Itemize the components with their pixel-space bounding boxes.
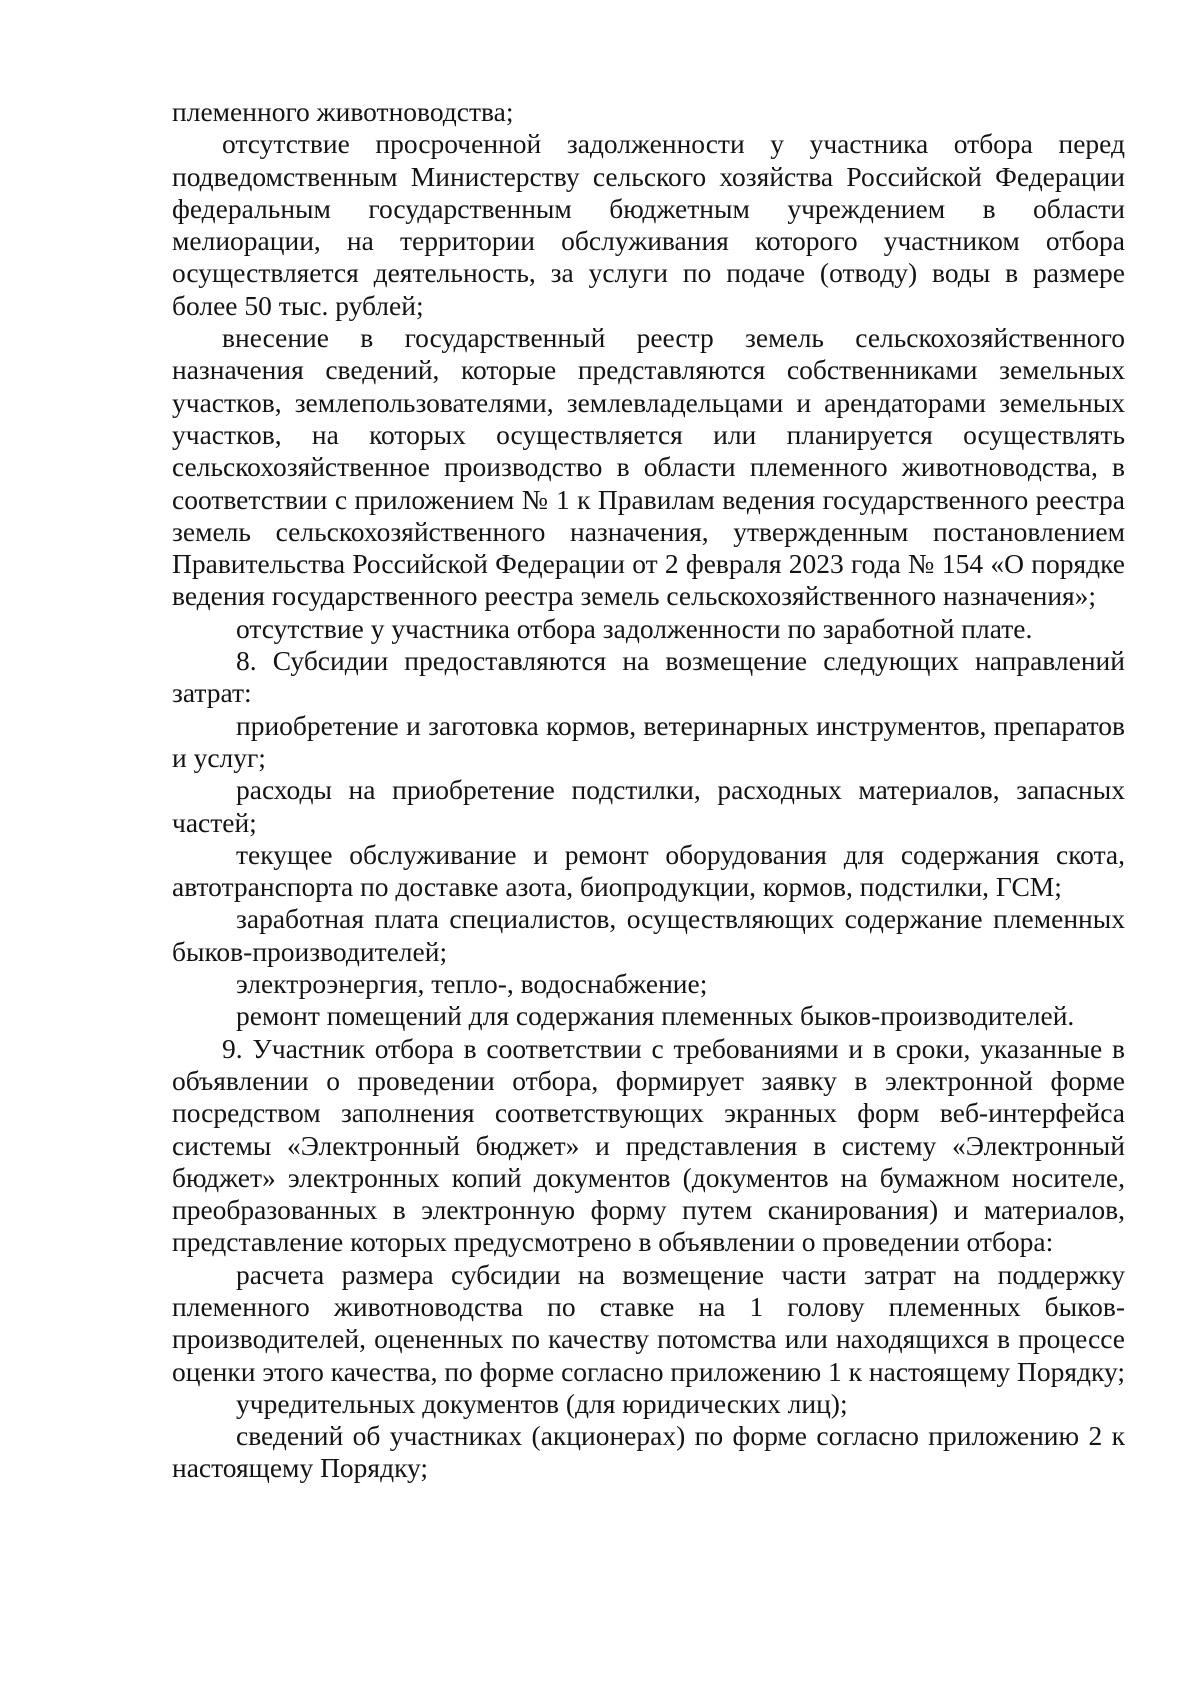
paragraph-subsidy-calculation: расчета размера субсидии на возмещение части затрат на поддержку племенного животноводства по ставке на 1 голову племенных быков-производителей, оцененных по качеству потомства или находящихся в процессе оценки этого качества, по форме согласно приложению 1 к настоящему Порядку; (172, 1258, 1125, 1387)
paragraph-bedding: расходы на приобретение подстилки, расходных материалов, запасных частей; (172, 774, 1125, 838)
document-page (172, 96, 1125, 1485)
paragraph-no-debt-melioration: отсутствие просроченной задолженности у участника отбора перед подведомственным Министерству сельского хозяйства Российской Федерации федеральным государственным бюджетным учреждением в области мелиорации, на территории обслуживания которого участником отбора осуществляется деятельность, за услуги по подаче (отводу) воды в размере более 50 тыс. рублей; (172, 128, 1125, 321)
paragraph-land-registry: внесение в государственный реестр земель сельскохозяйственного назначения сведений, которые представляются собственниками земельных участков, землепользователями, землевладельцами и арендаторами земельных участков, на которых осуществляется или планируется осуществлять сельскохозяйственное производство в области племенного животноводства, в соответствии с приложением № 1 к Правилам ведения государственного реестра земель сельскохозяйственного назначения, утвержденным постановлением Правительства Российской Федерации от 2 февраля 2023 года № 154 «О порядке ведения государственного реестра земель сельскохозяйственного назначения»; (172, 322, 1125, 612)
paragraph-utilities: электроэнергия, тепло-, водоснабжение; (236, 968, 708, 1000)
paragraph-founding-documents: учредительных документов (для юридических лиц); (236, 1387, 848, 1419)
paragraph-feed: приобретение и заготовка кормов, ветеринарных инструментов, препаратов и услуг; (172, 709, 1125, 773)
paragraph-section-8: 8. Субсидии предоставляются на возмещение следующих направлений затрат: (172, 645, 1125, 709)
paragraph-continuation: племенного животноводства; (172, 96, 514, 127)
paragraph-no-wage-debt: отсутствие у участника отбора задолженности по заработной плате. (236, 612, 1033, 644)
paragraph-repair: ремонт помещений для содержания племенных быков-производителей. (236, 1000, 1075, 1032)
paragraph-section-9: 9. Участник отбора в соответствии с требованиями и в сроки, указанные в объявлении о проведении отбора, формирует заявку в электронной форме посредством заполнения соответствующих экранных форм веб-интерфейса системы «Электронный бюджет» и представления в систему «Электронный бюджет» электронных копий документов (документов на бумажном носителе, преобразованных в электронную форму путем сканирования) и материалов, представление которых предусмотрено в объявлении о проведении отбора: (172, 1032, 1125, 1258)
paragraph-shareholders: сведений об участниках (акционерах) по форме согласно приложению 2 к настоящему Порядку; (172, 1420, 1125, 1484)
paragraph-maintenance: текущее обслуживание и ремонт оборудования для содержания скота, автотранспорта по доставке азота, биопродукции, кормов, подстилки, ГСМ; (172, 838, 1125, 903)
paragraph-salary: заработная плата специалистов, осуществляющих содержание племенных быков-производителей; (172, 903, 1125, 967)
